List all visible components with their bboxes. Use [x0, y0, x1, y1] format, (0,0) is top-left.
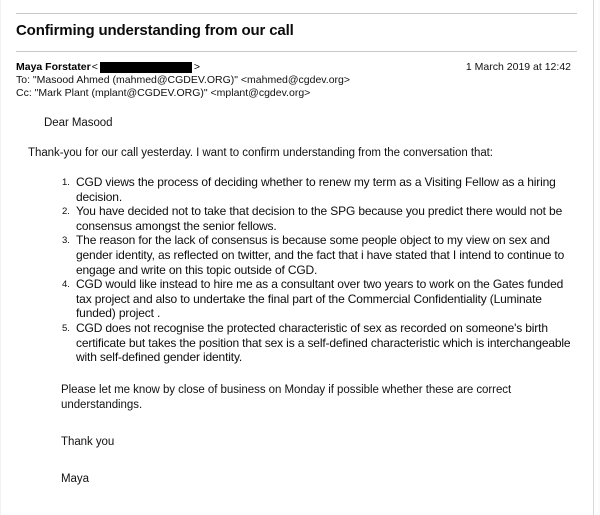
body-thanks: Thank you	[61, 435, 115, 448]
email-date: 1 March 2019 at 12:42	[465, 61, 571, 73]
email-cc-line: Cc: "Mark Plant (mplant@CGDEV.ORG)" <mplant@cgdev.org>	[16, 87, 311, 99]
page-right-edge	[593, 0, 594, 515]
list-closing-spacer	[16, 365, 577, 383]
body-intro: Thank-you for our call yesterday. I want to confirm understanding from the conversation that:	[28, 147, 493, 159]
email-to-line: To: "Masood Ahmed (mahmed@CGDEV.ORG)" <mahmed@cgdev.org>	[16, 74, 350, 86]
email-subject: Confirming understanding from our call	[16, 22, 294, 39]
list-item: CGD views the process of deciding whether to renew my term as a Visiting Fellow as a hiring decision.	[76, 175, 556, 204]
from-sender-name: Maya Forstater	[16, 61, 91, 73]
from-address-open-angle: <	[91, 61, 98, 73]
email-header-meta	[16, 61, 577, 100]
email-body	[16, 116, 577, 487]
list-item: The reason for the lack of consensus is because some people object to my view on sex and gender identity, as reflected on twitter, and the fact that i have stated that I intend to continue to engage and write on this topic outside of CGD.	[76, 233, 565, 277]
list-item: You have decided not to take that decision to the SPG because you predict there would not be consensus amongst the senior fellows.	[76, 204, 563, 233]
body-signature: Maya	[61, 472, 89, 485]
body-greeting: Dear Masood	[44, 117, 113, 129]
from-block	[16, 61, 201, 74]
header-divider-bottom	[16, 51, 577, 52]
from-and-date-row	[16, 61, 577, 74]
body-numbered-list	[16, 175, 577, 365]
list-item: CGD would like instead to hire me as a consultant over two years to work on the Gates funded tax project and also to undertake the final part of the Commercial Confidentiality (Luminate funded) project .	[76, 277, 564, 321]
redacted-email-address-bar	[100, 62, 192, 73]
from-address-close-angle: >	[193, 61, 200, 73]
body-closing-block	[61, 383, 531, 487]
header-divider-top	[16, 13, 577, 14]
body-closing-request: Please let me know by close of business on Monday if possible whether these are correct understandings.	[61, 383, 512, 411]
list-item: CGD does not recognise the protected characteristic of sex as recorded on someone's birth certificate but takes the position that sex is a self-defined characteristic which is interchangeable with self-defined gender identity.	[76, 320, 571, 365]
